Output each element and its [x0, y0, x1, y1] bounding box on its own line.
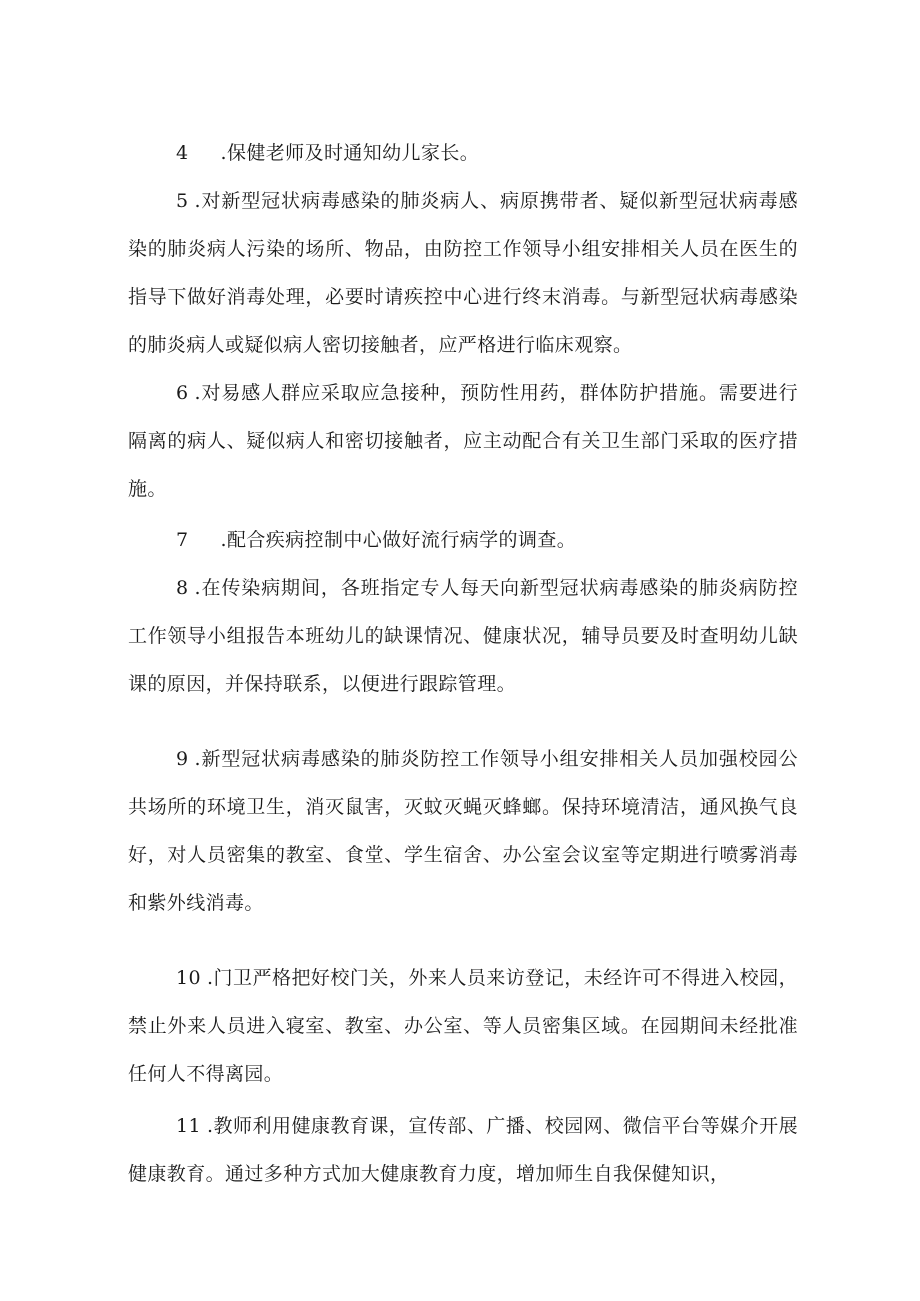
- item-text: .门卫严格把好校门关，外来人员来访登记，未经许可不得进入校园，禁止外来人员进入寝室、教室、办公室、等人员密集区域。在园期间未经批准任何人不得离园。: [128, 967, 798, 1085]
- item-text: .教师利用健康教育课，宣传部、广播、校园网、微信平台等媒介开展健康教育。通过多种方式加大健康教育力度，增加师生自我保健知识，: [128, 1115, 798, 1185]
- paragraph-item-4: [128, 129, 798, 177]
- item-text: .新型冠状病毒感染的肺炎防控工作领导小组安排相关人员加强校园公共场所的环境卫生，消灭鼠害，灭蚊灭蝇灭蜂螂。保持环境清洁，通风换气良好，对人员密集的教室、食堂、学生宿舍、办公室会议室等定期进行喷雾消毒和紫外线消毒。: [128, 748, 798, 914]
- item-text: .在传染病期间，各班指定专人每天向新型冠状病毒感染的肺炎病防控工作领导小组报告本班幼儿的缺课情况、健康状况，辅导员要及时查明幼儿缺课的原因，并保持联系，以便进行跟踪管理。: [128, 577, 798, 695]
- item-number: 8: [176, 577, 189, 599]
- paragraph-item-8: [128, 564, 798, 708]
- item-text: .保健老师及时通知幼儿家长。: [220, 142, 480, 164]
- item-text: .配合疾病控制中心做好流行病学的调查。: [220, 529, 577, 551]
- paragraph-item-10: [128, 954, 798, 1098]
- paragraph-item-11: [128, 1102, 798, 1198]
- item-number: 10: [176, 967, 201, 989]
- item-text: .对易感人群应采取应急接种，预防性用药，群体防护措施。需要进行隔离的病人、疑似病人和密切接触者，应主动配合有关卫生部门采取的医疗措施。: [128, 382, 798, 500]
- item-text: .对新型冠状病毒感染的肺炎病人、病原携带者、疑似新型冠状病毒感染的肺炎病人污染的场所、物品，由防控工作领导小组安排相关人员在医生的指导下做好消毒处理，必要时请疾控中心进行终末消毒。与新型冠状病毒感染的肺炎病人或疑似病人密切接触者，应严格进行临床观察。: [128, 190, 798, 356]
- item-number: 9: [176, 748, 189, 770]
- paragraph-item-5: [128, 177, 798, 369]
- paragraph-item-9: [128, 735, 798, 927]
- item-number: 5: [176, 190, 189, 212]
- item-number: 4: [176, 142, 189, 164]
- item-number: 7: [176, 529, 189, 551]
- paragraph-item-7: [128, 516, 798, 564]
- item-number: 6: [176, 382, 189, 404]
- paragraph-item-6: [128, 369, 798, 513]
- item-number: 11: [176, 1115, 201, 1137]
